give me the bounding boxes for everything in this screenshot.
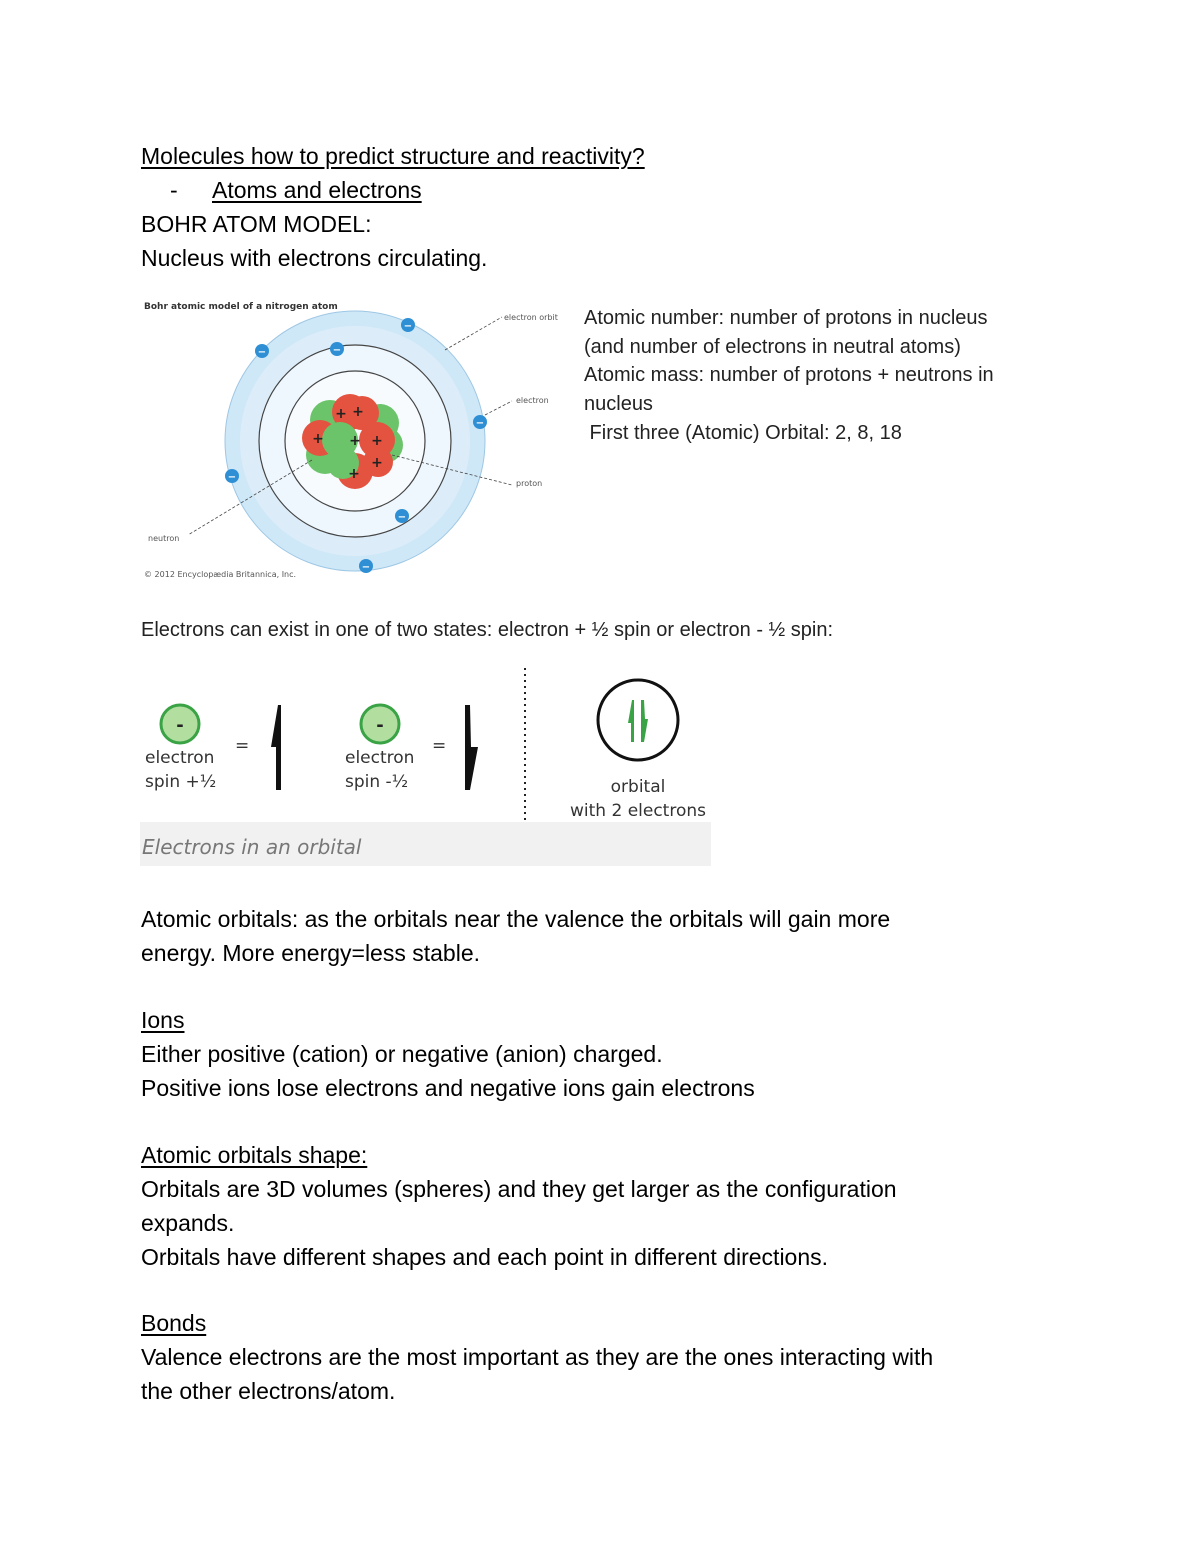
bonds-heading: Bonds — [141, 1310, 207, 1336]
spin-down-label: spin -½ — [345, 772, 409, 792]
shape-line: expands. — [141, 1210, 235, 1236]
bonds-line: Valence electrons are the most important as they are the ones interacting with — [141, 1344, 934, 1370]
figure-caption: Electrons in an orbital — [142, 835, 362, 859]
electron-charge: - — [376, 715, 384, 736]
bohr-heading: BOHR ATOM MODEL: — [141, 211, 372, 237]
orbital-label: orbital — [610, 777, 666, 797]
spin-up-label: spin +½ — [145, 772, 217, 792]
shape-line: Orbitals have different shapes and each point in different directions. — [141, 1244, 829, 1270]
bohr-description: Nucleus with electrons circulating. — [141, 245, 488, 271]
svg-text:+: + — [349, 433, 361, 449]
shape-line: Orbitals are 3D volumes (spheres) and they get larger as the configuration — [141, 1176, 897, 1202]
equals-sign-down: = — [432, 736, 447, 756]
note-line: Atomic number: number of protons in nucleus — [584, 307, 988, 329]
svg-text:−: − — [257, 347, 267, 358]
svg-text:−: − — [403, 321, 413, 332]
note-line: (and number of electrons in neutral atoms) — [584, 335, 961, 358]
label-electron: electron — [516, 396, 549, 405]
spin-up-arrow-icon — [271, 705, 281, 790]
shape-heading: Atomic orbitals shape: — [141, 1142, 368, 1168]
subheading-bullet: - — [170, 177, 178, 203]
svg-text:+: + — [371, 433, 383, 449]
bonds-line: the other electrons/atom. — [141, 1378, 396, 1404]
svg-text:−: − — [361, 562, 371, 573]
subheading: Atoms and electrons — [212, 177, 422, 203]
note-line: nucleus — [584, 393, 653, 416]
svg-text:+: + — [352, 404, 364, 420]
label-neutron: neutron — [148, 534, 180, 543]
spin-intro: Electrons can exist in one of two states: electron + ½ spin or electron - ½ spin: — [141, 619, 834, 641]
svg-text:+: + — [335, 406, 347, 422]
svg-text:+: + — [371, 455, 383, 471]
svg-text:−: − — [227, 472, 237, 483]
spin-down-arrow-icon — [465, 705, 478, 790]
note-line: Atomic mass: number of protons + neutrons in — [584, 364, 994, 387]
svg-text:−: − — [475, 418, 485, 429]
equals-sign-up: = — [235, 736, 250, 756]
label-electron-orbit: electron orbit — [504, 313, 558, 322]
svg-text:−: − — [397, 512, 407, 523]
page-title: Molecules how to predict structure and reactivity? — [141, 143, 645, 169]
orbitals-line: energy. More energy=less stable. — [141, 940, 481, 966]
svg-text:+: + — [348, 466, 360, 482]
ions-line: Positive ions lose electrons and negative ions gain electrons — [141, 1075, 755, 1101]
svg-text:+: + — [312, 431, 324, 447]
orbital-icon — [598, 680, 678, 760]
electron-spin-figure — [140, 665, 715, 870]
atomic-notes — [584, 304, 1054, 448]
note-line: First three (Atomic) Orbital: 2, 8, 18 — [584, 421, 902, 444]
orbital-label-sub: with 2 electrons — [570, 801, 706, 821]
ions-heading: Ions — [141, 1007, 185, 1033]
ions-line: Either positive (cation) or negative (anion) charged. — [141, 1041, 663, 1067]
figure-credit: © 2012 Encyclopædia Britannica, Inc. — [144, 570, 297, 579]
bohr-figure-title: Bohr atomic model of a nitrogen atom — [144, 302, 338, 312]
electron-charge: - — [176, 715, 184, 736]
bohr-atom-figure — [140, 295, 560, 585]
electron-label-up: electron — [145, 748, 215, 768]
label-proton: proton — [516, 479, 543, 488]
svg-text:−: − — [332, 345, 342, 356]
orbitals-line: Atomic orbitals: as the orbitals near the valence the orbitals will gain more — [141, 906, 891, 932]
electron-label-down: electron — [345, 748, 415, 768]
